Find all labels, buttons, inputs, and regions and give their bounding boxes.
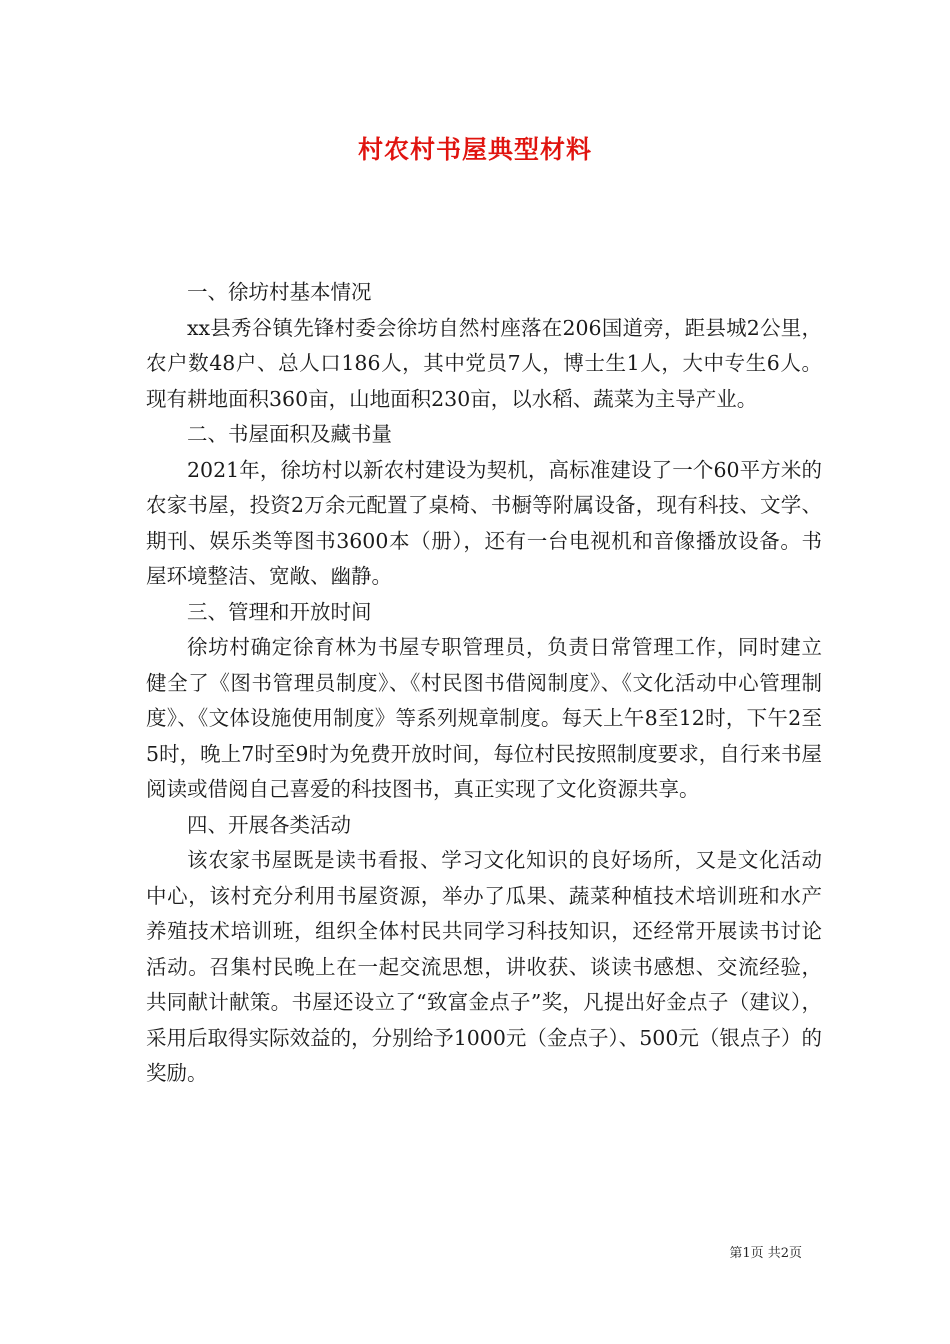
page-number: 第1页 共2页 [729, 1246, 802, 1261]
paragraph-2: 2021年，徐坊村以新农村建设为契机，高标准建设了一个60平方米的农家书屋，投资2万余元配置了桌椅、书橱等附属设备，现有科技、文学、期刊、娱乐类等图书3600本（册），还有一台电视机和音像播放设备。书屋环境整洁、宽敞、幽静。 [146, 457, 822, 588]
document-title: 村农村书屋典型材料 [357, 135, 592, 164]
section-heading-3: 三、管理和开放时间 [187, 599, 372, 624]
paragraph-1: xx县秀谷镇先锋村委会徐坊自然村座落在206国道旁，距县城2公里，农户数48户、总人口186人，其中党员7人，博士生1人，大中专生6人。现有耕地面积360亩，山地面积230亩，以水稻、蔬菜为主导产业。 [146, 315, 822, 411]
paragraph-4: 该农家书屋既是读书看报、学习文化知识的良好场所，又是文化活动中心，该村充分利用书屋资源，举办了瓜果、蔬菜种植技术培训班和水产养殖技术培训班，组织全体村民共同学习科技知识，还经常开展读书讨论活动。召集村民晚上在一起交流思想，讲收获、谈读书感想、交流经验，共同献计献策。书屋还设立了“致富金点子”奖，凡提出好金点子（建议），采用后取得实际效益的，分别给予1000元（金点子）、500元（银点子）的奖励。 [146, 848, 822, 1085]
section-heading-4: 四、开展各类活动 [187, 812, 351, 837]
document-body [146, 275, 822, 1092]
section-heading-1: 一、徐坊村基本情况 [187, 280, 372, 304]
section-heading-2: 二、书屋面积及藏书量 [187, 422, 392, 446]
paragraph-3: 徐坊村确定徐育林为书屋专职管理员，负责日常管理工作，同时建立健全了《图书管理员制度》、《村民图书借阅制度》、《文化活动中心管理制度》、《文体设施使用制度》等系列规章制度。每天上午8至12时，下午2至5时，晚上7时至9时为免费开放时间，每位村民按照制度要求，自行来书屋阅读或借阅自己喜爱的科技图书，真正实现了文化资源共享。 [146, 635, 822, 801]
